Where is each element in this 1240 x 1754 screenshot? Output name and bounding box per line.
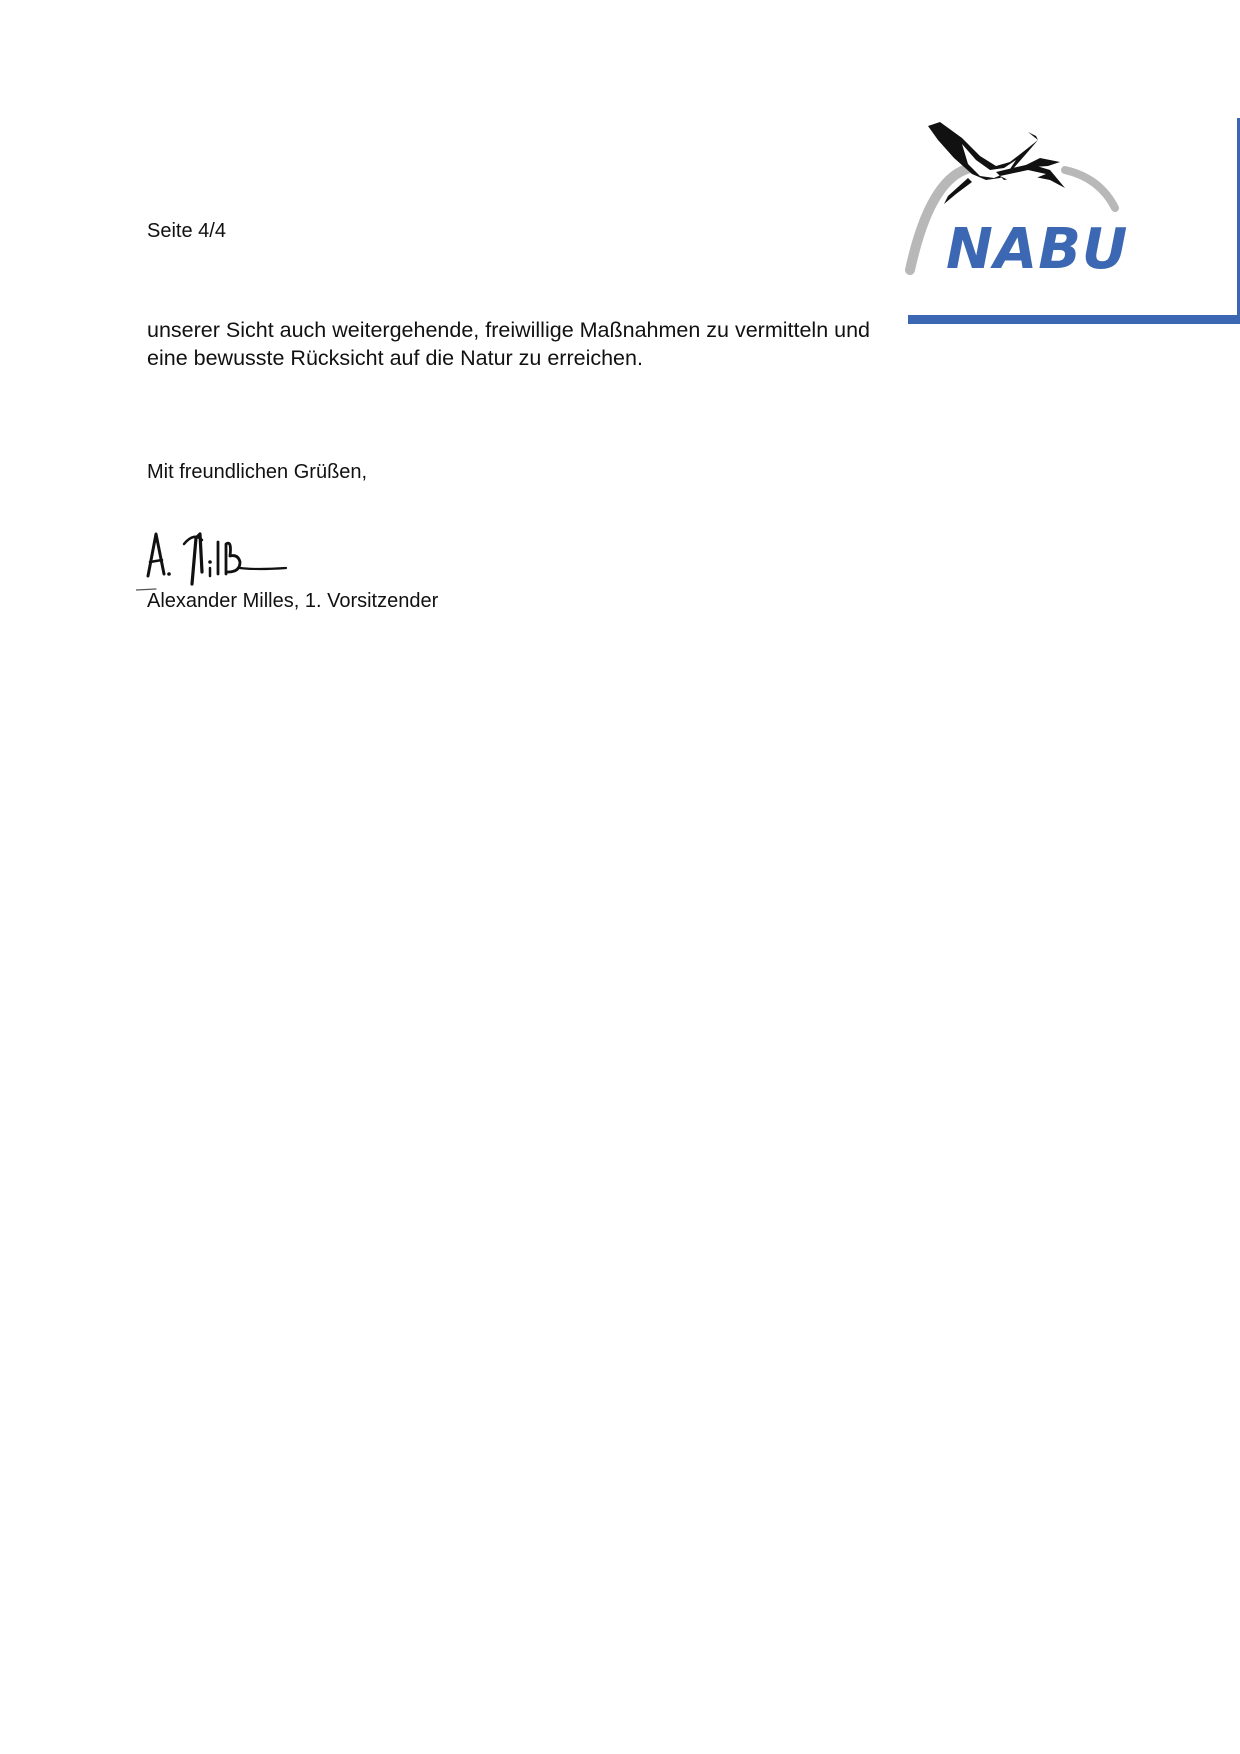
body-paragraph [147, 316, 887, 372]
closing-salutation: Mit freundlichen Grüßen, [147, 461, 368, 483]
logo-wordmark: NABU [946, 217, 1129, 282]
logo-underline-bar [908, 315, 1240, 324]
signer-name: Alexander Milles, 1. Vorsitzender [147, 590, 439, 612]
page-number: Seite 4/4 [147, 220, 226, 242]
handwritten-signature [136, 524, 306, 594]
paragraph-line: eine bewusste Rücksicht auf die Natur zu erreichen. [147, 346, 643, 370]
paragraph-line: unserer Sicht auch weitergehende, freiwillige Maßnahmen zu vermitteln und [147, 318, 871, 342]
